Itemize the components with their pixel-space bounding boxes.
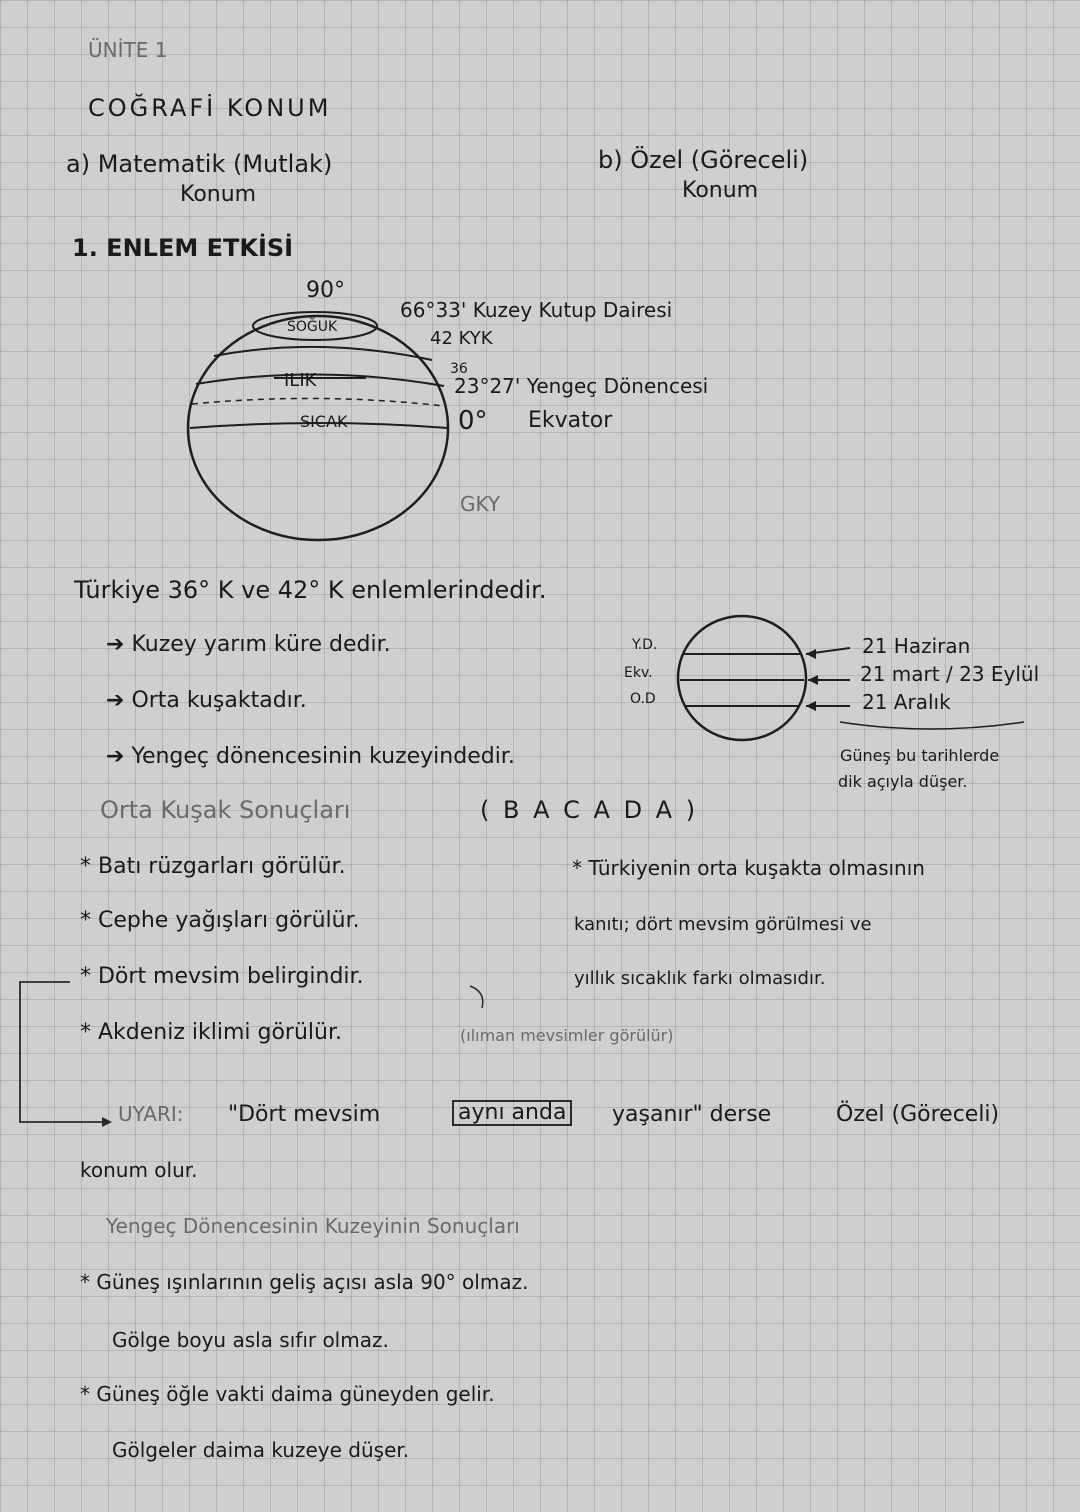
zero-degree-label: 0° bbox=[458, 406, 488, 436]
warning-text-b: yaşanır" derse bbox=[612, 1102, 772, 1127]
result-item-four-seasons: * Dört mevsim belirgindir. bbox=[80, 964, 364, 989]
result-item-west-winds: * Batı rüzgarları görülür. bbox=[80, 854, 346, 879]
zone-temperate-label: ILIK bbox=[284, 370, 317, 391]
arctic-circle-label: 66°33' Kuzey Kutup Dairesi bbox=[400, 298, 673, 322]
y-d-label: Y.D. bbox=[632, 637, 658, 653]
special-location-label-2: Konum bbox=[682, 178, 759, 203]
deg-90-label: 90° bbox=[306, 278, 345, 303]
equator-label: Ekvator bbox=[528, 408, 613, 433]
gky-label: GKY bbox=[460, 492, 501, 516]
tropic-cancer-label: 23°27' Yengeç Dönencesi bbox=[454, 374, 709, 398]
turkey-fact-3-text: Yengeç dönencesinin kuzeyindedir. bbox=[131, 744, 515, 769]
turkey-fact-1: ➔ Kuzey yarım küre dedir. bbox=[106, 632, 391, 657]
tropic-results-heading: Yengeç Dönencesinin Kuzeyinin Sonuçları bbox=[106, 1214, 520, 1238]
tropic-result-4: Gölgeler daima kuzeye düşer. bbox=[112, 1438, 410, 1462]
turkey-fact-1-text: Kuzey yarım küre dedir. bbox=[131, 632, 391, 657]
turkey-proof-line2: kanıtı; dört mevsim görülmesi ve bbox=[574, 914, 872, 935]
turkey-fact-3: ➔ Yengeç dönencesinin kuzeyindedir. bbox=[106, 744, 515, 769]
unit-label: ÜNİTE 1 bbox=[88, 38, 168, 62]
turkey-latitude-statement: Türkiye 36° K ve 42° K enlemlerindedir. bbox=[74, 576, 547, 604]
tropic-result-1: * Güneş ışınlarının geliş açısı asla 90° olmaz. bbox=[80, 1270, 529, 1294]
turkey-proof-line1: * Türkiyenin orta kuşakta olmasının bbox=[572, 856, 925, 880]
special-location-label: b) Özel (Göreceli) bbox=[598, 146, 809, 174]
section-heading-latitude: 1. ENLEM ETKİSİ bbox=[72, 234, 294, 262]
tropic-result-3: * Güneş öğle vakti daima güneyden gelir. bbox=[80, 1382, 495, 1406]
warning-text-c: Özel (Göreceli) bbox=[836, 1102, 1000, 1127]
result-item-mediterranean: * Akdeniz iklimi görülür. bbox=[80, 1020, 342, 1045]
turkey-fact-2: ➔ Orta kuşaktadır. bbox=[106, 688, 307, 713]
turkey-proof-line3: yıllık sıcaklık farkı olmasıdır. bbox=[574, 968, 826, 989]
sun-note-line1: Güneş bu tarihlerde bbox=[840, 746, 1000, 765]
math-location-label-2: Konum bbox=[180, 182, 257, 207]
zone-hot-label: SICAK bbox=[300, 412, 348, 431]
results-heading: Orta Kuşak Sonuçları bbox=[100, 796, 351, 824]
warning-line2: konum olur. bbox=[80, 1158, 198, 1182]
turkey-fact-2-text: Orta kuşaktadır. bbox=[131, 688, 307, 713]
tropic-result-2: Gölge boyu asla sıfır olmaz. bbox=[112, 1328, 389, 1352]
zone-cold-label: SOĞUK bbox=[287, 319, 338, 335]
ekv-label: Ekv. bbox=[624, 665, 653, 681]
mediterranean-note: (ılıman mevsimler görülür) bbox=[460, 1026, 674, 1045]
result-item-front-rain: * Cephe yağışları görülür. bbox=[80, 908, 360, 933]
date-june-label: 21 Haziran bbox=[862, 634, 971, 658]
lat-36-label: 36 bbox=[450, 361, 468, 377]
page-title: COĞRAFİ KONUM bbox=[88, 94, 332, 122]
date-equinox-label: 21 mart / 23 Eylül bbox=[860, 662, 1040, 686]
warning-label: UYARI: bbox=[118, 1102, 184, 1126]
mnemonic-label: ( B A C A D A ) bbox=[480, 796, 699, 824]
o-d-label: O.D bbox=[630, 691, 656, 707]
date-december-label: 21 Aralık bbox=[862, 690, 951, 714]
warning-text-a: "Dört mevsim bbox=[228, 1102, 381, 1127]
warning-boxed-text: aynı anda bbox=[452, 1100, 572, 1126]
kyk-label: 42 KYK bbox=[430, 328, 493, 349]
math-location-label: a) Matematik (Mutlak) bbox=[66, 150, 333, 178]
sun-note-line2: dik açıyla düşer. bbox=[838, 772, 968, 791]
